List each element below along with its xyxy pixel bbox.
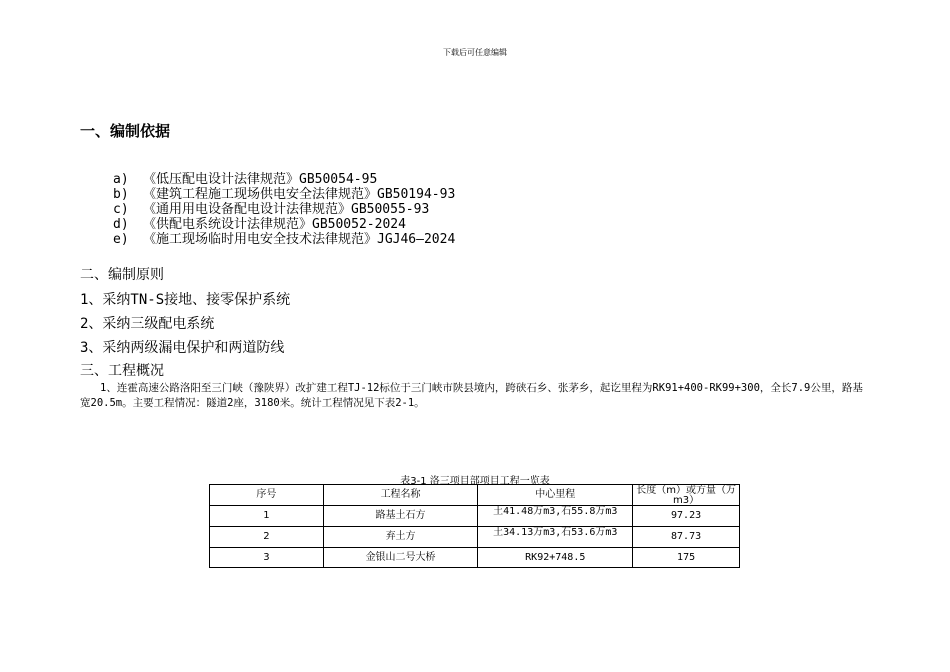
table-cell-text: 土41.48万m3,石55.8万m3	[493, 506, 618, 517]
table-cell-text: 土34.13万m3,石53.6万m3	[493, 527, 618, 538]
overview-paragraph: 1、连霍高速公路洛阳至三门峡（豫陕界）改扩建工程TJ-12标位于三门峡市陕县境内，跨硖石乡、张茅乡，起讫里程为RK91+400-RK99+300，全长7.9公里，路基宽20.5m。主要工程情况：隧道2座，3180米。统计工程情况见下表2-1。	[80, 382, 863, 409]
project-table	[209, 484, 740, 568]
table-cell: 弃土方	[323, 527, 478, 548]
reference-text: 《低压配电设计法律规范》GB50054-95	[143, 172, 378, 187]
header-cell-text: 长度（m）或方量（万m3）	[636, 485, 736, 505]
table-cell: 路基土石方	[323, 506, 478, 527]
header-cell	[633, 485, 740, 506]
reference-letter: a)	[113, 172, 129, 187]
table-cell: 2	[210, 527, 324, 548]
header-note: 下载后可任意编辑	[443, 48, 507, 57]
header-cell: 中心里程	[478, 485, 633, 506]
table-cell	[478, 527, 633, 548]
principle-item: 2、采纳三级配电系统	[80, 316, 215, 332]
reference-list	[113, 172, 455, 247]
table-row	[210, 506, 740, 527]
reference-item	[113, 187, 455, 202]
table-row	[210, 548, 740, 568]
header-cell: 序号	[210, 485, 324, 506]
section1-title: 一、编制依据	[80, 122, 171, 140]
section3-title: 三、工程概况	[80, 363, 164, 379]
table-row	[210, 527, 740, 548]
principle-item: 3、采纳两级漏电保护和两道防线	[80, 340, 285, 356]
table-cell: 175	[633, 548, 740, 568]
reference-letter: b)	[113, 187, 129, 202]
table-cell: RK92+748.5	[478, 548, 633, 568]
reference-text: 《建筑工程施工现场供电安全法律规范》GB50194-93	[143, 187, 456, 202]
reference-letter: d)	[113, 217, 129, 232]
table-cell: 97.23	[633, 506, 740, 527]
table-cell	[478, 506, 633, 527]
reference-letter: e)	[113, 232, 129, 247]
table-cell: 1	[210, 506, 324, 527]
reference-letter: c)	[113, 202, 129, 217]
reference-item	[113, 217, 455, 232]
reference-item	[113, 202, 455, 217]
principle-item: 1、采纳TN-S接地、接零保护系统	[80, 292, 291, 308]
table-cell: 金银山二号大桥	[323, 548, 478, 568]
reference-text: 《通用用电设备配电设计法律规范》GB50055-93	[143, 202, 430, 217]
table-cell: 87.73	[633, 527, 740, 548]
reference-text: 《供配电系统设计法律规范》GB50052-2024	[143, 217, 406, 232]
reference-item	[113, 232, 455, 247]
header-cell: 工程名称	[323, 485, 478, 506]
section2-title: 二、编制原则	[80, 267, 164, 283]
reference-item	[113, 172, 455, 187]
table-caption: 表3-1 洛三项目部项目工程一览表	[400, 476, 550, 487]
reference-text: 《施工现场临时用电安全技术法律规范》JGJ46—2024	[143, 232, 456, 247]
table-header-row	[210, 485, 740, 506]
table-cell: 3	[210, 548, 324, 568]
